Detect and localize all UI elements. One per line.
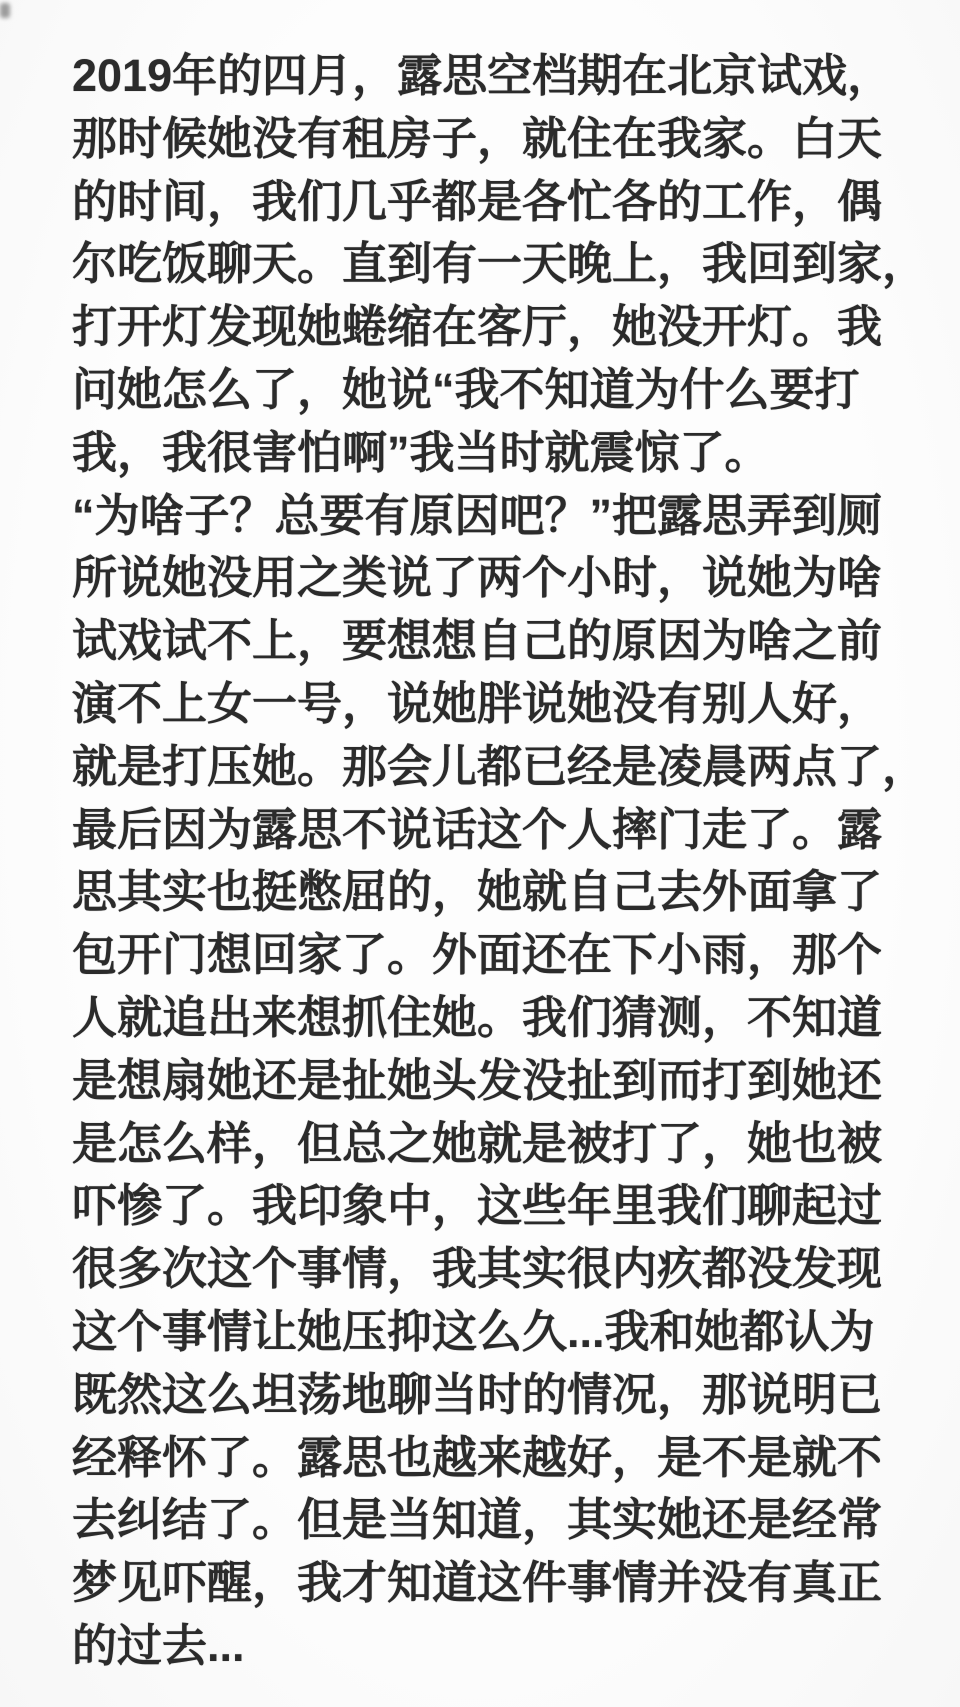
text-line: 那时候她没有租房子，就住在我家。白天 [72,112,883,164]
text-line: 试戏试不上，要想想自己的原因为啥之前 [72,615,883,667]
text-line: 是想扇她还是扯她头发没扯到而打到她还 [72,1054,883,1106]
paragraph-block [72,45,938,1678]
text-line: 最后因为露思不说话这个人摔门走了。露 [72,803,883,855]
text-line: 尔吃饭聊天。直到有一天晚上，我回到家， [72,238,928,290]
text-line: 去纠结了。但是当知道，其实她还是经常 [72,1494,883,1546]
text-line: 很多次这个事情，我其实很内疚都没发现 [72,1243,883,1295]
corner-artifact [0,3,10,18]
text-line: 思其实也挺憋屈的，她就自己去外面拿了 [72,866,883,918]
text-line: 梦见吓醒，我才知道这件事情并没有真正 [72,1557,883,1609]
text-line: “为啥子？总要有原因吧？”把露思弄到厕 [72,489,883,541]
text-line: 我，我很害怕啊”我当时就震惊了。 [72,426,770,478]
text-line: 既然这么坦荡地聊当时的情况，那说明已 [72,1368,883,1420]
text-line: 人就追出来想抓住她。我们猜测，不知道 [72,991,883,1043]
text-line: 所说她没用之类说了两个小时，说她为啥 [72,552,883,604]
text-line: 2019年的四月，露思空档期在北京试戏， [72,50,893,101]
text-line: 的时间，我们几乎都是各忙各的工作，偶 [72,175,883,227]
text-line: 问她怎么了，她说“我不知道为什么要打 [72,363,860,415]
text-line: 的过去... [72,1619,245,1671]
text-line: 经释怀了。露思也越来越好，是不是就不 [72,1431,883,1483]
text-line: 是怎么样，但总之她就是被打了，她也被 [72,1117,883,1169]
text-line: 这个事情让她压抑这么久...我和她都认为 [72,1305,875,1357]
text-line: 打开灯发现她蜷缩在客厅，她没开灯。我 [72,301,883,353]
text-line: 包开门想回家了。外面还在下小雨，那个 [72,929,883,981]
text-line: 吓惨了。我印象中，这些年里我们聊起过 [72,1180,883,1232]
text-line: 就是打压她。那会儿都已经是凌晨两点了， [72,740,928,792]
text-line: 演不上女一号，说她胖说她没有别人好， [72,677,883,729]
